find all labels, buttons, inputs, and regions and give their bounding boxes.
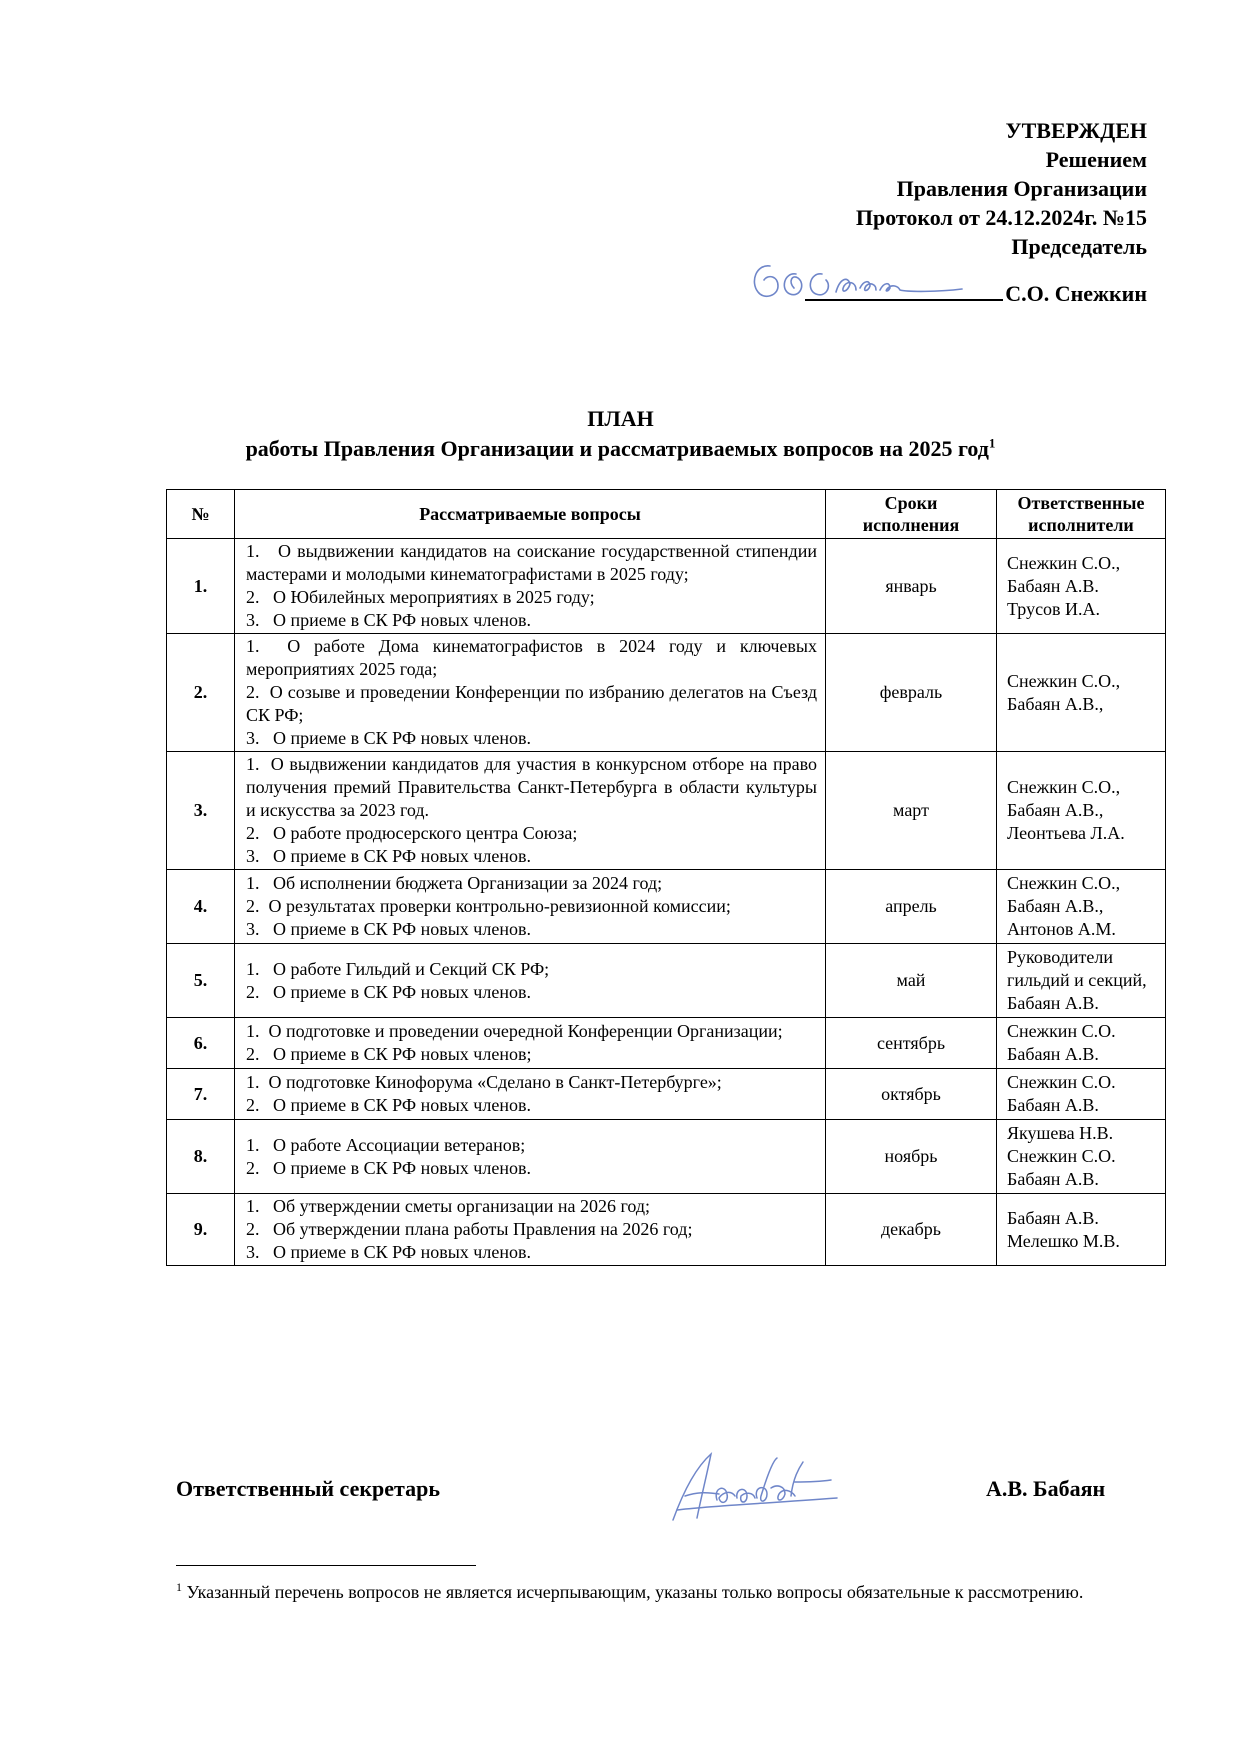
question-item: 3. О приеме в СК РФ новых членов. bbox=[246, 846, 531, 866]
question-item: 1. Об исполнении бюджета Организации за 2024 год; bbox=[246, 873, 663, 893]
row-number: 4. bbox=[167, 870, 235, 944]
row-number: 9. bbox=[167, 1194, 235, 1266]
question-item: 3. О приеме в СК РФ новых членов. bbox=[246, 728, 531, 748]
question-item: 2. О приеме в СК РФ новых членов; bbox=[246, 1044, 532, 1064]
responsible-person: Антонов А.М. bbox=[1007, 919, 1116, 939]
question-item: 2. О приеме в СК РФ новых членов. bbox=[246, 1157, 531, 1178]
responsible-person: Снежкин С.О., bbox=[1007, 552, 1121, 573]
row-term: октябрь bbox=[826, 1069, 997, 1120]
row-number: 8. bbox=[167, 1120, 235, 1194]
approval-chairman-title: Председатель bbox=[1011, 234, 1147, 259]
responsible-person: Мелешко М.В. bbox=[1007, 1230, 1120, 1251]
responsible-person: Руководители гильдий и секций, bbox=[1007, 947, 1147, 990]
row-questions bbox=[235, 634, 826, 752]
row-responsible bbox=[997, 1194, 1166, 1266]
document-title bbox=[0, 404, 1241, 464]
responsible-person: Бабаян А.В. bbox=[1007, 993, 1099, 1013]
question-item: 2. О созыве и проведении Конференции по избранию делегатов на Съезд СК РФ; bbox=[246, 682, 817, 725]
responsible-person: Снежкин С.О. bbox=[1007, 1072, 1116, 1092]
row-questions bbox=[235, 752, 826, 870]
row-responsible bbox=[997, 1069, 1166, 1120]
table-row bbox=[167, 1018, 1166, 1069]
question-item: 3. О приеме в СК РФ новых членов. bbox=[246, 1242, 531, 1262]
footnote-text: Указанный перечень вопросов не является исчерпывающим, указаны только вопросы обязательные к рассмотрению. bbox=[186, 1582, 1084, 1602]
footnote bbox=[176, 1575, 1096, 1604]
row-number: 7. bbox=[167, 1069, 235, 1120]
footnote-reference: 1 bbox=[988, 435, 996, 451]
row-term: январь bbox=[826, 539, 997, 634]
question-item: 2. О работе продюсерского центра Союза; bbox=[246, 823, 578, 843]
table-header-row bbox=[167, 490, 1166, 539]
question-item: 1. О выдвижении кандидатов на соискание государственной стипендии мастерами и молодыми кинематографистами в 2025 году; bbox=[246, 541, 817, 584]
approval-board: Правления Организации bbox=[896, 176, 1147, 201]
responsible-person: Трусов И.А. bbox=[1007, 598, 1101, 619]
row-number: 1. bbox=[167, 539, 235, 634]
responsible-person: Снежкин С.О. bbox=[1007, 1021, 1116, 1041]
row-questions bbox=[235, 870, 826, 944]
responsible-person: Бабаян А.В. bbox=[1007, 1095, 1099, 1115]
header-questions: Рассматриваемые вопросы bbox=[235, 490, 826, 539]
secretary-title: Ответственный секретарь bbox=[176, 1476, 440, 1501]
row-term: декабрь bbox=[826, 1194, 997, 1266]
row-responsible bbox=[997, 870, 1166, 944]
responsible-person: Леонтьева Л.А. bbox=[1007, 823, 1125, 843]
responsible-person: Бабаян А.В. bbox=[1007, 575, 1099, 596]
question-item: 2. О приеме в СК РФ новых членов. bbox=[246, 981, 531, 1002]
row-questions bbox=[235, 1069, 826, 1120]
responsible-person: Бабаян А.В., bbox=[1007, 896, 1104, 916]
footnote-mark: 1 bbox=[176, 1580, 182, 1594]
question-item: 1. О выдвижении кандидатов для участия в конкурсном отборе на право получения премий Правительства Санкт-Петербурга в области культуры и искусства за 2023 год. bbox=[246, 754, 817, 820]
header-responsible: Ответственные исполнители bbox=[997, 490, 1166, 539]
question-item: 3. О приеме в СК РФ новых членов. bbox=[246, 610, 531, 630]
table-row bbox=[167, 634, 1166, 752]
responsible-person: Снежкин С.О., bbox=[1007, 777, 1121, 797]
table-row bbox=[167, 944, 1166, 1018]
header-terms: Сроки исполнения bbox=[826, 490, 997, 539]
row-questions bbox=[235, 1120, 826, 1194]
responsible-person: Бабаян А.В., bbox=[1007, 800, 1104, 820]
row-questions bbox=[235, 1018, 826, 1069]
row-term: ноябрь bbox=[826, 1120, 997, 1194]
table-row bbox=[167, 1120, 1166, 1194]
footnote-separator bbox=[176, 1565, 476, 1566]
secretary-signature-icon bbox=[667, 1448, 847, 1528]
row-number: 5. bbox=[167, 944, 235, 1018]
table-row bbox=[167, 539, 1166, 634]
responsible-person: Снежкин С.О. bbox=[1007, 1146, 1116, 1166]
question-item: 2. Об утверждении плана работы Правления на 2026 год; bbox=[246, 1219, 693, 1239]
question-item: 1. О подготовке и проведении очередной Конференции Организации; bbox=[246, 1021, 783, 1041]
question-item: 3. О приеме в СК РФ новых членов. bbox=[246, 919, 531, 939]
secretary-name: А.В. Бабаян bbox=[986, 1476, 1106, 1501]
row-number: 6. bbox=[167, 1018, 235, 1069]
row-questions bbox=[235, 1194, 826, 1266]
table-row bbox=[167, 752, 1166, 870]
responsible-person: Бабаян А.В. bbox=[1007, 1044, 1099, 1064]
row-term: сентябрь bbox=[826, 1018, 997, 1069]
question-item: 1. О работе Дома кинематографистов в 2024 году и ключевых мероприятиях 2025 года; bbox=[246, 636, 817, 679]
question-item: 2. О результатах проверки контрольно-ревизионной комиссии; bbox=[246, 896, 731, 916]
table-row bbox=[167, 1194, 1166, 1266]
question-item: 1. О подготовке Кинофорума «Сделано в Санкт-Петербурге»; bbox=[246, 1072, 722, 1092]
title-plan: ПЛАН bbox=[587, 406, 654, 431]
responsible-person: Бабаян А.В., bbox=[1007, 693, 1104, 714]
question-item: 2. О Юбилейных мероприятиях в 2025 году; bbox=[246, 587, 595, 607]
title-subtitle: работы Правления Организации и рассматриваемых вопросов на 2025 год$^1$ bbox=[245, 435, 996, 461]
question-item: 2. О приеме в СК РФ новых членов. bbox=[246, 1095, 531, 1115]
table-body bbox=[167, 539, 1166, 1266]
question-item: 1. О работе Ассоциации ветеранов; bbox=[246, 1134, 526, 1155]
responsible-person: Снежкин С.О., bbox=[1007, 670, 1121, 691]
responsible-person: Снежкин С.О., bbox=[1007, 873, 1121, 893]
row-term: март bbox=[826, 752, 997, 870]
plan-table bbox=[166, 489, 1166, 1266]
row-number: 2. bbox=[167, 634, 235, 752]
row-responsible bbox=[997, 1018, 1166, 1069]
table-row bbox=[167, 1069, 1166, 1120]
row-responsible bbox=[997, 539, 1166, 634]
row-number: 3. bbox=[167, 752, 235, 870]
approval-heading: УТВЕРЖДЕН bbox=[1005, 118, 1147, 143]
row-term: май bbox=[826, 944, 997, 1018]
header-number: № bbox=[167, 490, 235, 539]
row-responsible bbox=[997, 752, 1166, 870]
question-item: 1. О работе Гильдий и Секций СК РФ; bbox=[246, 958, 550, 979]
responsible-person: Бабаян А.В. bbox=[1007, 1169, 1099, 1189]
approval-decision: Решением bbox=[1045, 147, 1147, 172]
row-term: апрель bbox=[826, 870, 997, 944]
row-term: февраль bbox=[826, 634, 997, 752]
responsible-person: Бабаян А.В. bbox=[1007, 1207, 1099, 1228]
approval-protocol: Протокол от 24.12.2024г. №15 bbox=[855, 205, 1147, 230]
row-responsible bbox=[997, 944, 1166, 1018]
row-questions bbox=[235, 539, 826, 634]
question-item: 1. Об утверждении сметы организации на 2026 год; bbox=[246, 1196, 651, 1216]
chairman-signature-icon bbox=[748, 252, 968, 312]
row-responsible bbox=[997, 634, 1166, 752]
table-row bbox=[167, 870, 1166, 944]
row-questions bbox=[235, 944, 826, 1018]
chairman-name: С.О. Снежкин bbox=[1005, 281, 1147, 306]
row-responsible bbox=[997, 1120, 1166, 1194]
responsible-person: Якушева Н.В. bbox=[1007, 1123, 1114, 1143]
